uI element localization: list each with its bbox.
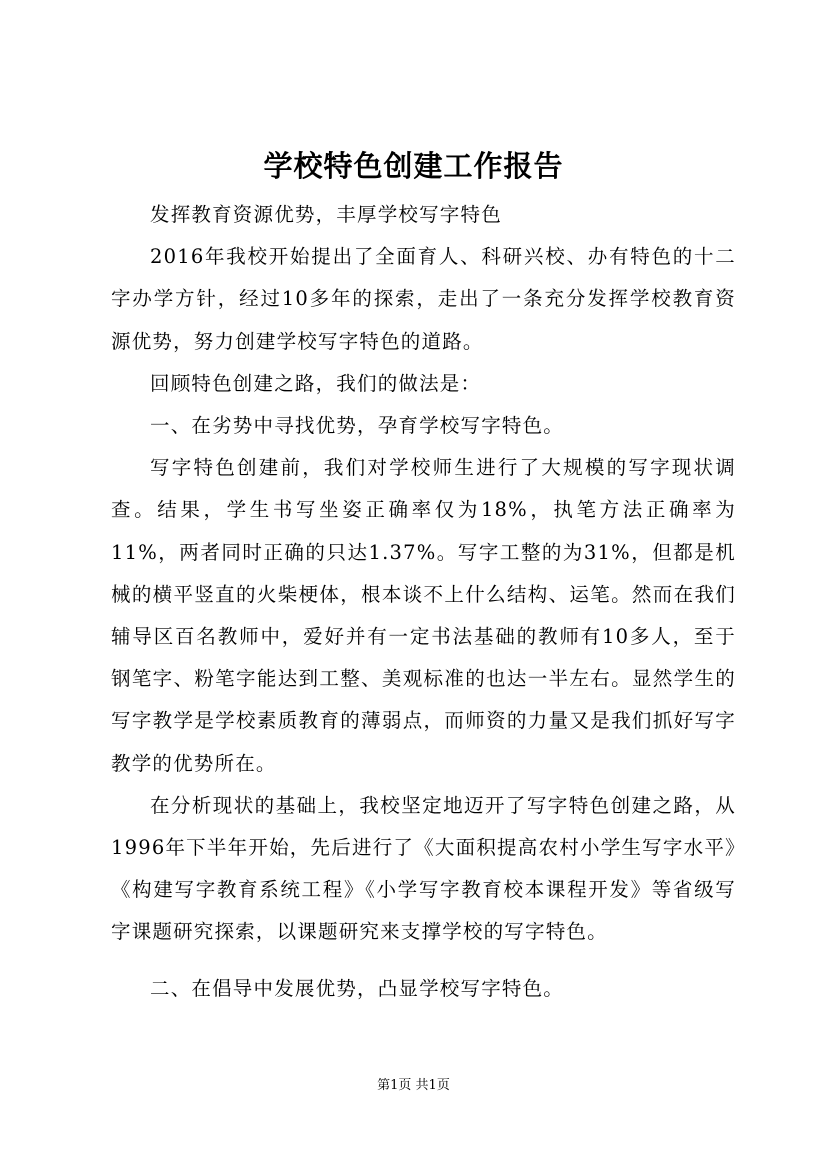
body-paragraph: 回顾特色创建之路，我们的做法是： — [150, 371, 482, 395]
body-paragraph: 2016年我校开始提出了全面育人、科研兴校、办有特色的十二字办学方针，经过10多年的探索，走出了一条充分发挥学校教育资源优势，努力创建学校写字特色的道路。 — [111, 245, 736, 353]
body-paragraph: 在分析现状的基础上，我校坚定地迈开了写字特色创建之路，从1996年下半年开始，先后进行了《大面积提高农村小学生写字水平》《构建写字教育系统工程》《小学写字教育校本课程开发》等省级写字课题研究探索，以课题研究来支撑学校的写字特色。 — [111, 793, 736, 944]
section-heading: 二、在倡导中发展优势，凸显学校写字特色。 — [150, 976, 565, 1000]
document-body — [111, 194, 736, 1010]
document-title: 学校特色创建工作报告 — [263, 149, 564, 183]
subtitle-paragraph: 发挥教育资源优势，丰厚学校写字特色 — [150, 203, 502, 226]
section-heading: 一、在劣势中寻找优势，孕育学校写字特色。 — [150, 414, 565, 438]
body-paragraph: 写字特色创建前，我们对学校师生进行了大规模的写字现状调查。结果，学生书写坐姿正确率仅为18%，执笔方法正确率为11%，两者同时正确的只达1.37%。写字工整的为31%，但都是机械的横平竖直的火柴梗体，根本谈不上什么结构、运笔。然而在我们辅导区百名教师中，爱好并有一定书法基础的教师有10多人，至于钢笔字、粉笔字能达到工整、美观标准的也达一半左右。显然学生的写字教学是学校素质教育的薄弱点，而师资的力量又是我们抓好写字教学的优势所在。 — [111, 456, 736, 775]
page-footer: 第1页 共1页 — [377, 1078, 450, 1093]
